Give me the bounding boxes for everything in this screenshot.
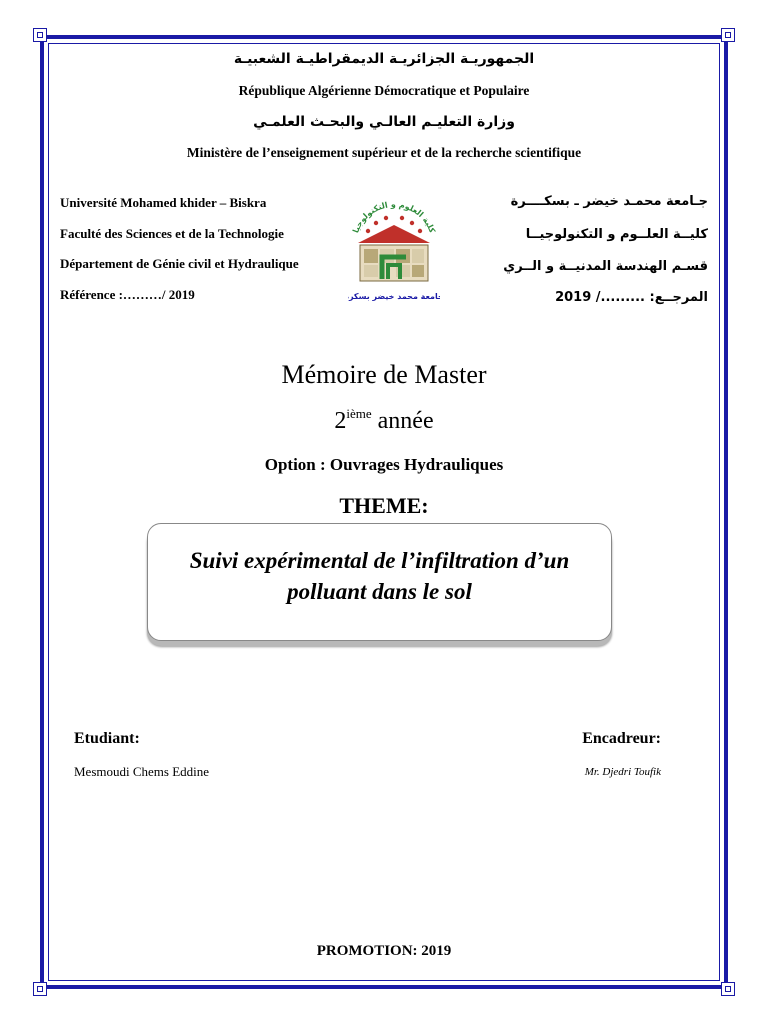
year-line (0, 408, 768, 435)
theme-title-line2: polluant dans le sol (287, 579, 472, 604)
year-word: année (377, 408, 434, 434)
republic-arabic: الجمهوريـة الجزائريـة الديمقراطيـة الشعبيـة (233, 51, 535, 67)
reference-fr: Référence :………/ 2019 (60, 287, 195, 302)
department-name-fr: Département de Génie civil et Hydraulique (60, 256, 299, 271)
memoire-title: Mémoire de Master (281, 360, 487, 389)
border-corner-ornament (33, 28, 47, 42)
faculty-name-ar: كليــة العلــوم و التكنولوجيــا (525, 227, 708, 242)
logo-caption: جامعة محمد خيضر بسكرة (348, 292, 440, 301)
promotion-year: PROMOTION: 2019 (316, 943, 452, 959)
option-line: Option : Ouvrages Hydrauliques (264, 455, 504, 474)
supervisor-name: Mr. Djedri Toufik (584, 766, 661, 778)
logo-arc-text: كلية العلوم و التكنولوجيا (351, 199, 437, 235)
university-name-ar: جـامعة محمـد خيضر ـ بسكــــرة (510, 194, 708, 209)
student-label: Etudiant: (74, 730, 140, 747)
theme-title (147, 545, 612, 607)
student-name: Mesmoudi Chems Eddine (74, 764, 210, 779)
year-number: 2 (334, 408, 347, 434)
supervisor-label: Encadreur: (582, 730, 661, 747)
year-superscript: ième (346, 406, 372, 421)
ministry-arabic: وزارة التعليـم العالـي والبحـث العلمـي (253, 114, 515, 130)
border-corner-ornament (721, 28, 735, 42)
theme-title-line1: Suivi expérimental de l’infiltration d’un (189, 548, 570, 573)
republic-french: République Algérienne Démocratique et Populaire (238, 83, 530, 98)
logo-roof (358, 225, 430, 243)
border-corner-ornament (33, 982, 47, 996)
faculty-logo (348, 195, 440, 307)
border-corner-ornament (721, 982, 735, 996)
department-name-ar: قسـم الهندسة المدنيــة و الــري (503, 259, 708, 274)
faculty-logo-emblem (348, 195, 440, 307)
reference-ar: المرجــع: ........./ 2019 (555, 290, 708, 305)
faculty-name-fr: Faculté des Sciences et de la Technologie (60, 226, 284, 241)
ministry-french: Ministère de l’enseignement supérieur et de la recherche scientifique (186, 145, 582, 160)
university-name-fr: Université Mohamed khider – Biskra (60, 195, 267, 210)
theme-label: THEME: (339, 493, 429, 518)
